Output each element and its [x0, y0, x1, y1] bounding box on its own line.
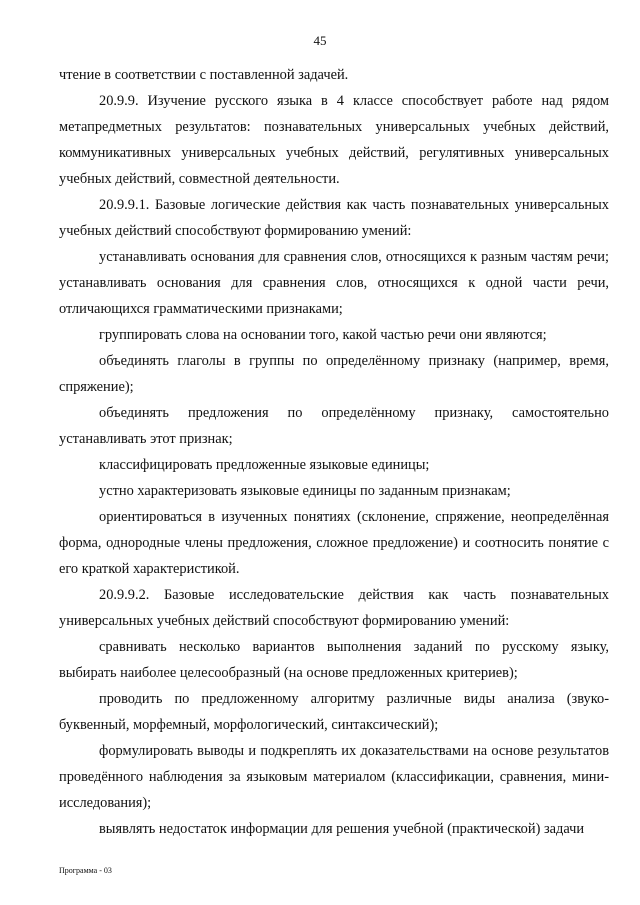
paragraph: ориентироваться в изученных понятиях (склонение, спряжение, неопределённая форма, однородные члены предложения, сложное предложение) и соотносить понятие с его краткой характеристикой. [59, 509, 609, 577]
paragraph: 20.9.9.2. Базовые исследовательские действия как часть познавательных универсальных учебных действий способствуют формированию умений: [59, 587, 609, 629]
page-number: 45 [313, 33, 327, 48]
paragraph: 20.9.9.1. Базовые логические действия как часть познавательных универсальных учебных действий способствуют формированию умений: [59, 197, 609, 239]
paragraph: устно характеризовать языковые единицы по заданным признакам; [99, 483, 511, 499]
paragraph: сравнивать несколько вариантов выполнения заданий по русскому языку, выбирать наиболее целесообразный (на основе предложенных критериев); [59, 639, 609, 681]
paragraph: чтение в соответствии с поставленной задачей. [59, 67, 349, 83]
footer-program-label: Программа - 03 [59, 866, 112, 875]
paragraph: группировать слова на основании того, какой частью речи они являются; [99, 327, 547, 343]
paragraph: устанавливать основания для сравнения слов, относящихся к разным частям речи; устанавливать основания для сравнения слов, относящихся к одной части речи, отличающихся грамматическими признаками; [59, 249, 609, 317]
paragraph: 20.9.9. Изучение русского языка в 4 классе способствует работе над рядом метапредметных результатов: познавательных универсальных учебных действий, коммуникативных универсальных учебных действий, регулятивных универсальных учебных действий, совместной деятельности. [59, 93, 609, 187]
paragraph: классифицировать предложенные языковые единицы; [99, 457, 430, 473]
paragraph: объединять предложения по определённому признаку, самостоятельно устанавливать этот признак; [59, 405, 609, 447]
paragraph: объединять глаголы в группы по определённому признаку (например, время, спряжение); [59, 353, 609, 395]
paragraph: проводить по предложенному алгоритму различные виды анализа (звуко-буквенный, морфемный, морфологический, синтаксический); [59, 691, 609, 733]
document-body [59, 62, 609, 842]
paragraph: выявлять недостаток информации для решения учебной (практической) задачи [99, 821, 585, 837]
paragraph: формулировать выводы и подкреплять их доказательствами на основе результатов проведённого наблюдения за языковым материалом (классификации, сравнения, мини-исследования); [59, 743, 609, 811]
